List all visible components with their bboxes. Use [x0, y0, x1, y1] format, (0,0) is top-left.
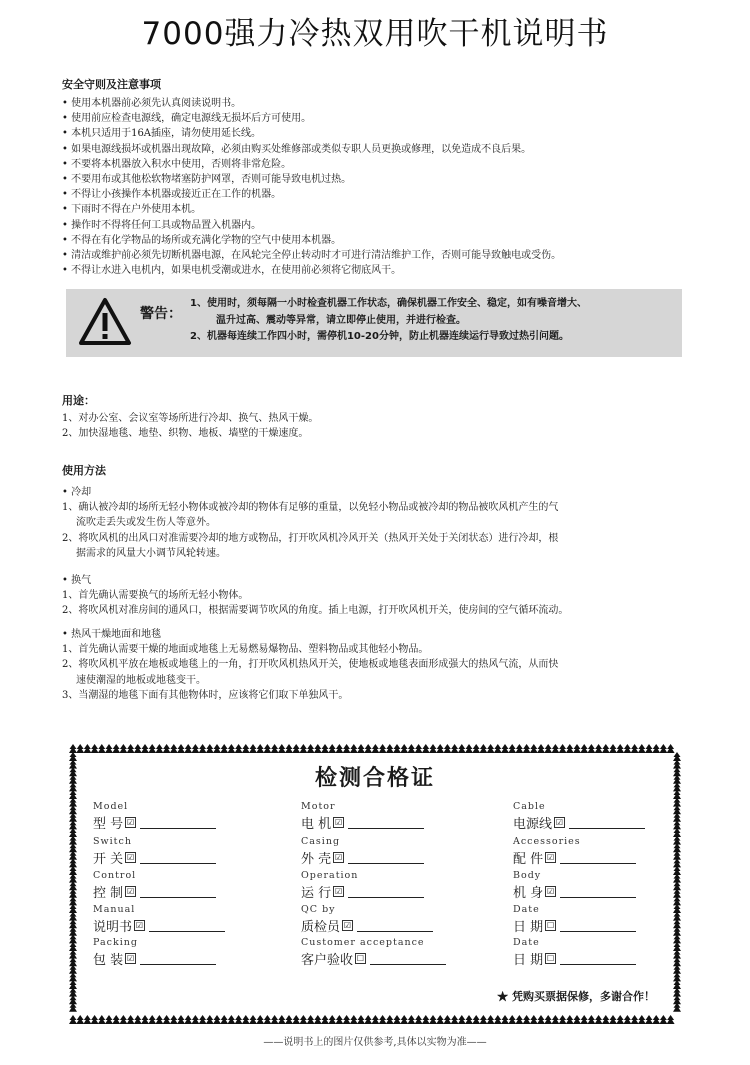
safety-heading: 安全守则及注意事项: [62, 78, 161, 91]
field-en-label: Cable: [513, 801, 546, 812]
cert-field-date-2: [513, 937, 683, 967]
field-cn-label: 日 期: [513, 952, 544, 968]
fill-line[interactable]: [560, 851, 636, 864]
cert-field-model: [93, 801, 263, 831]
cert-field-control: [93, 870, 263, 900]
cooling-line: 1、确认被冷却的场所无轻小物体或被冷却的物体有足够的重量，以免轻小物品或被冷却的物品被吹风机产生的气: [62, 502, 559, 514]
usage-cooling: [62, 485, 702, 561]
checkbox[interactable]: ☑: [343, 920, 352, 930]
cooling-line: 流吹走丢失或发生伤人等意外。: [76, 517, 216, 529]
safety-item: • 操作时不得将任何工具或物品置入机器内。: [62, 219, 262, 231]
purpose-list: [62, 411, 702, 441]
fill-line[interactable]: [140, 885, 216, 898]
dry-heading: • 热风干燥地面和地毯: [62, 629, 162, 640]
safety-item: • 下雨时不得在户外使用本机。: [62, 204, 202, 216]
fill-line[interactable]: [560, 919, 636, 932]
safety-item: • 本机只适用于16A插座，请勿使用延长线。: [62, 128, 262, 140]
field-cn-label: 电源线: [513, 816, 553, 832]
cooling-heading: • 冷却: [62, 487, 92, 498]
cert-field-customer-acceptance: [301, 937, 471, 967]
field-en-label: Operation: [301, 870, 359, 881]
cert-field-cable: [513, 801, 683, 831]
checkbox[interactable]: ☑: [335, 817, 343, 827]
checkbox[interactable]: ☑: [135, 920, 144, 930]
field-en-label: Motor: [301, 801, 336, 812]
safety-item: • 不要将本机器放入积水中使用，否则将非常危险。: [62, 158, 292, 170]
image-disclaimer: ——说明书上的图片仅供参考,具体以实物为准——: [263, 1037, 487, 1048]
safety-item: • 不得在有化学物品的场所或充满化学物的空气中使用本机器。: [62, 234, 342, 246]
fill-line[interactable]: [140, 952, 216, 965]
cert-field-switch: [93, 836, 263, 866]
warning-text: [190, 296, 587, 346]
field-cn-label: 说明书: [93, 919, 133, 935]
cert-field-accessories: [513, 836, 683, 866]
fill-line[interactable]: [149, 919, 225, 932]
field-en-label: Model: [93, 801, 129, 812]
checkbox[interactable]: ☐: [356, 953, 365, 963]
usage-vent: [62, 573, 702, 619]
safety-item: • 清洁或维护前必须先切断机器电源，在风轮完全停止转动时才可进行清洁维护工作，否则可能导致触电或受伤。: [62, 250, 562, 262]
field-cn-label: 质检员: [301, 919, 341, 935]
safety-item: • 使用前应检查电源线，确定电源线无损坏后方可使用。: [62, 113, 312, 125]
warning-triangle-icon: [78, 297, 132, 347]
field-en-label: Manual: [93, 904, 136, 915]
field-cn-label: 外 壳: [301, 851, 332, 867]
checkbox[interactable]: ☑: [335, 886, 343, 896]
field-cn-label: 型 号: [93, 816, 124, 832]
field-cn-label: 控 制: [93, 885, 124, 901]
purpose-item: 1、对办公室、会议室等场所进行冷却、换气、热风干燥。: [62, 413, 319, 424]
usage-heading: 使用方法: [62, 464, 106, 477]
field-en-label: Accessories: [513, 836, 581, 847]
field-en-label: Control: [93, 870, 137, 881]
warning-label: 警告：: [140, 306, 182, 322]
usage-dry: [62, 627, 702, 703]
field-en-label: Packing: [93, 937, 138, 948]
cert-field-qc-by: [301, 904, 471, 934]
cooling-line: 据需求的风量大小调节风轮转速。: [76, 547, 226, 559]
field-en-label: Customer acceptance: [301, 937, 425, 948]
checkbox[interactable]: ☑: [335, 852, 343, 862]
inspection-certificate: [67, 743, 683, 1026]
safety-list: [62, 96, 702, 278]
checkbox[interactable]: ☑: [547, 852, 555, 862]
cert-field-manual: [93, 904, 263, 934]
cert-field-casing: [301, 836, 471, 866]
safety-item: • 不得让小孩操作本机器或接近正在工作的机器。: [62, 189, 282, 201]
dry-line: 2、将吹风机平放在地板或地毯上的一角，打开吹风机热风开关，使地板或地毯表面形成强大的热风气流，从而快: [62, 659, 559, 671]
field-en-label: Switch: [93, 836, 132, 847]
fill-line[interactable]: [140, 851, 216, 864]
fill-line[interactable]: [357, 919, 433, 932]
cert-field-body: [513, 870, 683, 900]
vent-line: 1、首先确认需要换气的场所无轻小物体。: [62, 590, 249, 602]
field-cn-label: 包 装: [93, 952, 124, 968]
cert-field-date: [513, 904, 683, 934]
safety-item: • 不得让水进入电机内，如果电机受潮或进水，在使用前必须将它彻底风干。: [62, 265, 402, 277]
field-cn-label: 机 身: [513, 885, 544, 901]
field-cn-label: 电 机: [301, 816, 332, 832]
fill-line[interactable]: [560, 885, 636, 898]
certificate-title: 检测合格证: [314, 765, 435, 791]
checkbox[interactable]: ☑: [127, 817, 135, 827]
fill-line[interactable]: [140, 816, 216, 829]
fill-line[interactable]: [348, 885, 424, 898]
field-en-label: Date: [513, 904, 540, 915]
fill-line[interactable]: [560, 952, 636, 965]
safety-item: • 不要用布或其他松软物堵塞防护网罩，否则可能导致电机过热。: [62, 174, 352, 186]
checkbox[interactable]: ☐: [547, 920, 555, 930]
field-cn-label: 客户验收: [301, 952, 354, 968]
warning-line: 1、使用时，须每隔一小时检查机器工作状态，确保机器工作安全、稳定，如有噪音增大、: [190, 298, 587, 309]
field-en-label: Body: [513, 870, 542, 881]
fill-line[interactable]: [370, 952, 446, 965]
purpose-item: 2、加快湿地毯、地垫、织物、地板、墙壁的干燥速度。: [62, 428, 309, 440]
checkbox[interactable]: ☑: [547, 886, 555, 896]
cert-field-operation: [301, 870, 471, 900]
safety-item: • 如果电源线损坏或机器出现故障，必须由购买处维修部或类似专职人员更换或修理，以免造成不良后果。: [62, 143, 532, 155]
checkbox[interactable]: ☑: [555, 817, 564, 827]
dry-line: 速使潮湿的地板或地毯变干。: [76, 674, 206, 686]
warning-box: [66, 289, 682, 357]
document-title: 7000强力冷热双用吹干机说明书: [141, 16, 609, 52]
field-cn-label: 配 件: [513, 851, 544, 867]
field-cn-label: 日 期: [513, 919, 544, 935]
cert-field-packing: [93, 937, 263, 967]
fill-line[interactable]: [348, 816, 424, 829]
purpose-heading: 用途：: [62, 394, 95, 407]
field-cn-label: 开 关: [93, 851, 124, 867]
field-en-label: Casing: [301, 836, 341, 847]
vent-heading: • 换气: [62, 575, 92, 586]
field-en-label: QC by: [301, 904, 336, 915]
field-cn-label: 运 行: [301, 885, 332, 901]
dry-line: 1、首先确认需要干燥的地面或地毯上无易燃易爆物品、塑料物品或其他轻小物品。: [62, 644, 429, 656]
safety-item: • 使用本机器前必须先认真阅读说明书。: [62, 98, 242, 109]
dry-line: 3、当潮湿的地毯下面有其他物体时，应该将它们取下单独风干。: [62, 689, 349, 701]
vent-line: 2、将吹风机对准房间的通风口，根据需要调节吹风的角度。插上电源，打开吹风机开关，使房间的空气循环流动。: [62, 605, 569, 617]
checkbox[interactable]: ☑: [127, 852, 135, 862]
warranty-note: ★ 凭购买票据保修，多谢合作！: [497, 990, 655, 1003]
fill-line[interactable]: [569, 816, 645, 829]
checkbox[interactable]: ☑: [127, 953, 135, 963]
fill-line[interactable]: [348, 851, 424, 864]
warning-line: 温升过高、震动等异常，请立即停止使用，并进行检查。: [216, 314, 466, 326]
warning-line: 2、机器每连续工作四小时，需停机10-20分钟，防止机器连续运行导致过热引问题。: [190, 331, 569, 342]
field-en-label: Date: [513, 937, 540, 948]
cooling-line: 2、将吹风机的出风口对准需要冷却的地方或物品，打开吹风机冷风开关（热风开关处于关闭状态）进行冷却，根: [62, 532, 559, 544]
checkbox[interactable]: ☑: [127, 886, 135, 896]
checkbox[interactable]: ☐: [547, 953, 555, 963]
cert-field-motor: [301, 801, 471, 831]
